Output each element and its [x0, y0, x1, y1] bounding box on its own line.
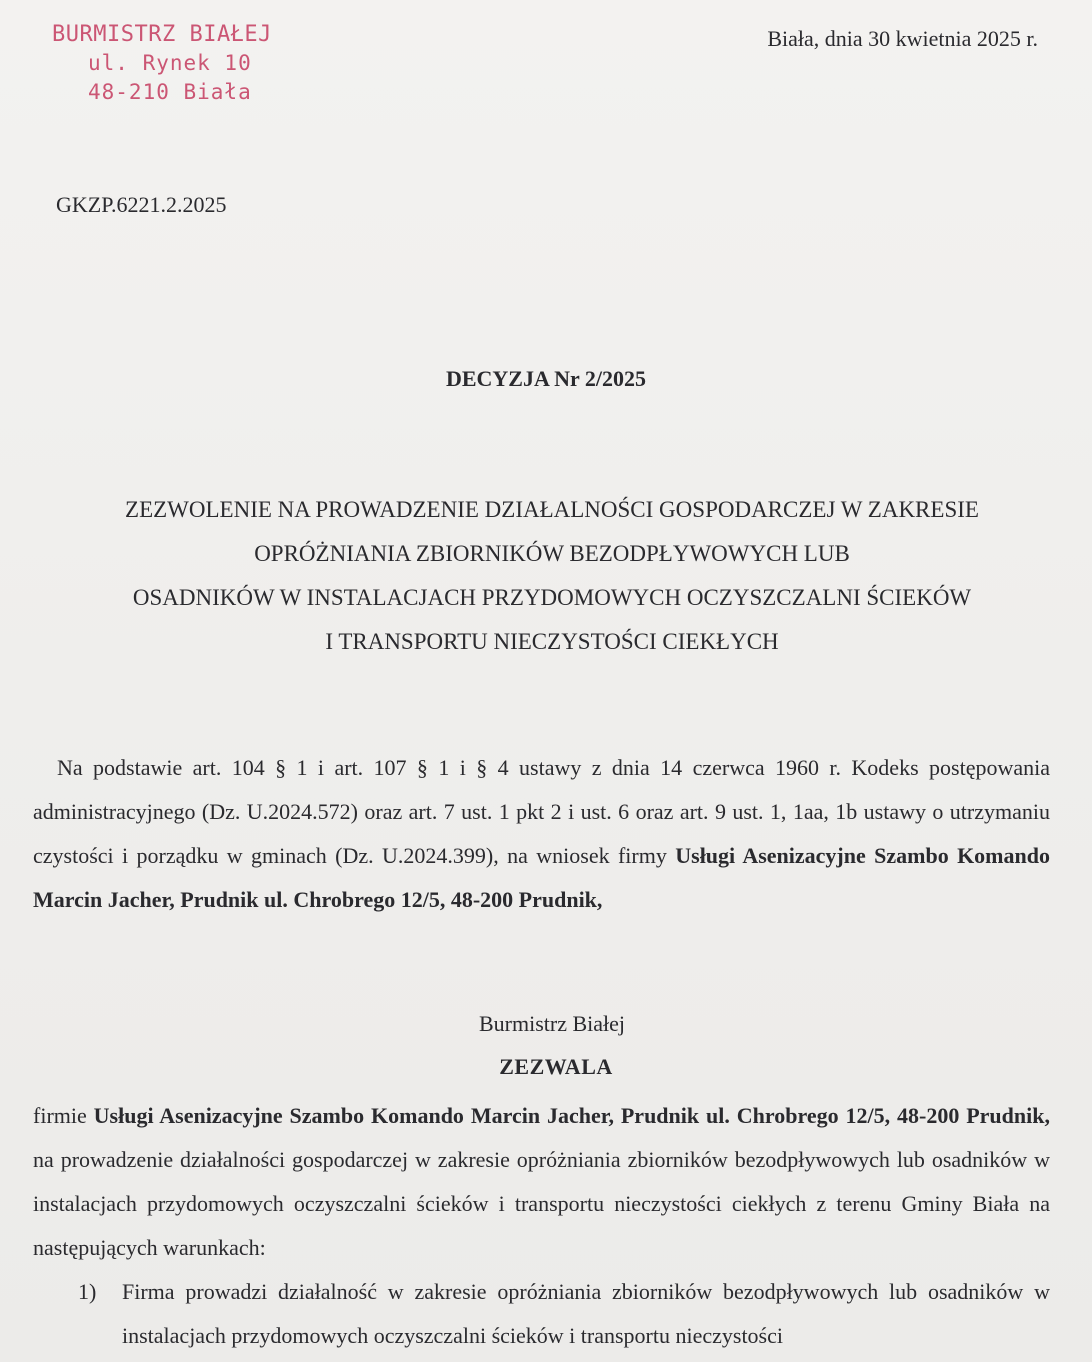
issuing-authority: Burmistrz Białej: [478, 1011, 626, 1036]
decision-title: DECYZJA Nr 2/2025: [445, 366, 647, 391]
grant-paragraph: [33, 1094, 1050, 1270]
subject-line-4: I TRANSPORTU NIECZYSTOŚCI CIEKŁYCH: [325, 629, 779, 654]
condition-text: Firma prowadzi działalność w zakresie opróżniania zbiorników bezodpływowych lub osadników w instalacjach przydomowych oczyszczalni ścieków i transportu nieczystości: [122, 1279, 1050, 1348]
condition-item: [78, 1270, 1050, 1358]
subject-line-3: OSADNIKÓW W INSTALACJACH PRZYDOMOWYCH OCZYSZCZALNI ŚCIEKÓW: [132, 585, 972, 610]
grant-company: Usługi Asenizacyjne Szambo Komando Marcin Jacher, Prudnik ul. Chrobrego 12/5, 48-200 Prudnik,: [93, 1103, 1050, 1128]
legal-basis-paragraph: [33, 746, 1050, 922]
issue-date: Biała, dnia 30 kwietnia 2025 r.: [767, 26, 1038, 51]
stamp-line-1: BURMISTRZ BIAŁEJ: [52, 22, 272, 47]
decision-subject: [40, 488, 1064, 664]
stamp-line-3: 48-210 Biała: [88, 80, 252, 104]
case-number: GKZP.6221.2.2025: [56, 192, 227, 217]
applicant-name: Usługi Asenizacyjne Szambo Komando Marcin Jacher, Prudnik ul. Chrobrego 12/5, 48-200 Prudnik,: [33, 843, 1050, 912]
office-stamp: [52, 20, 272, 107]
condition-number: 1): [78, 1279, 97, 1304]
decision-verb: ZEZWALA: [499, 1054, 613, 1079]
subject-line-1: ZEZWOLENIE NA PROWADZENIE DZIAŁALNOŚCI GOSPODARCZEJ W ZAKRESIE: [125, 497, 979, 522]
legal-basis-text: Na podstawie art. 104 § 1 i art. 107 § 1 i § 4 ustawy z dnia 14 czerwca 1960 r. Kodeks postępowania administracyjnego (Dz. U.2024.572) oraz art. 7 ust. 1 pkt 2 i ust. 6 oraz art. 9 ust. 1, 1aa, 1b ustawy o utrzymaniu czystości i porządku w gminach (Dz. U.2024.399), na wniosek firmy: [33, 755, 1050, 868]
stamp-line-2: ul. Rynek 10: [88, 51, 252, 75]
grant-text: na prowadzenie działalności gospodarczej w zakresie opróżniania zbiorników bezodpływowych lub osadników w instalacjach przydomowych oczyszczalni ścieków i transportu nieczystości ciekłych z terenu Gminy Biała na następujących warunkach:: [33, 1147, 1050, 1260]
conditions-list: [78, 1270, 1050, 1358]
grant-prefix: firmie: [33, 1103, 94, 1128]
subject-line-2: OPRÓŻNIANIA ZBIORNIKÓW BEZODPŁYWOWYCH LUB: [254, 541, 850, 566]
